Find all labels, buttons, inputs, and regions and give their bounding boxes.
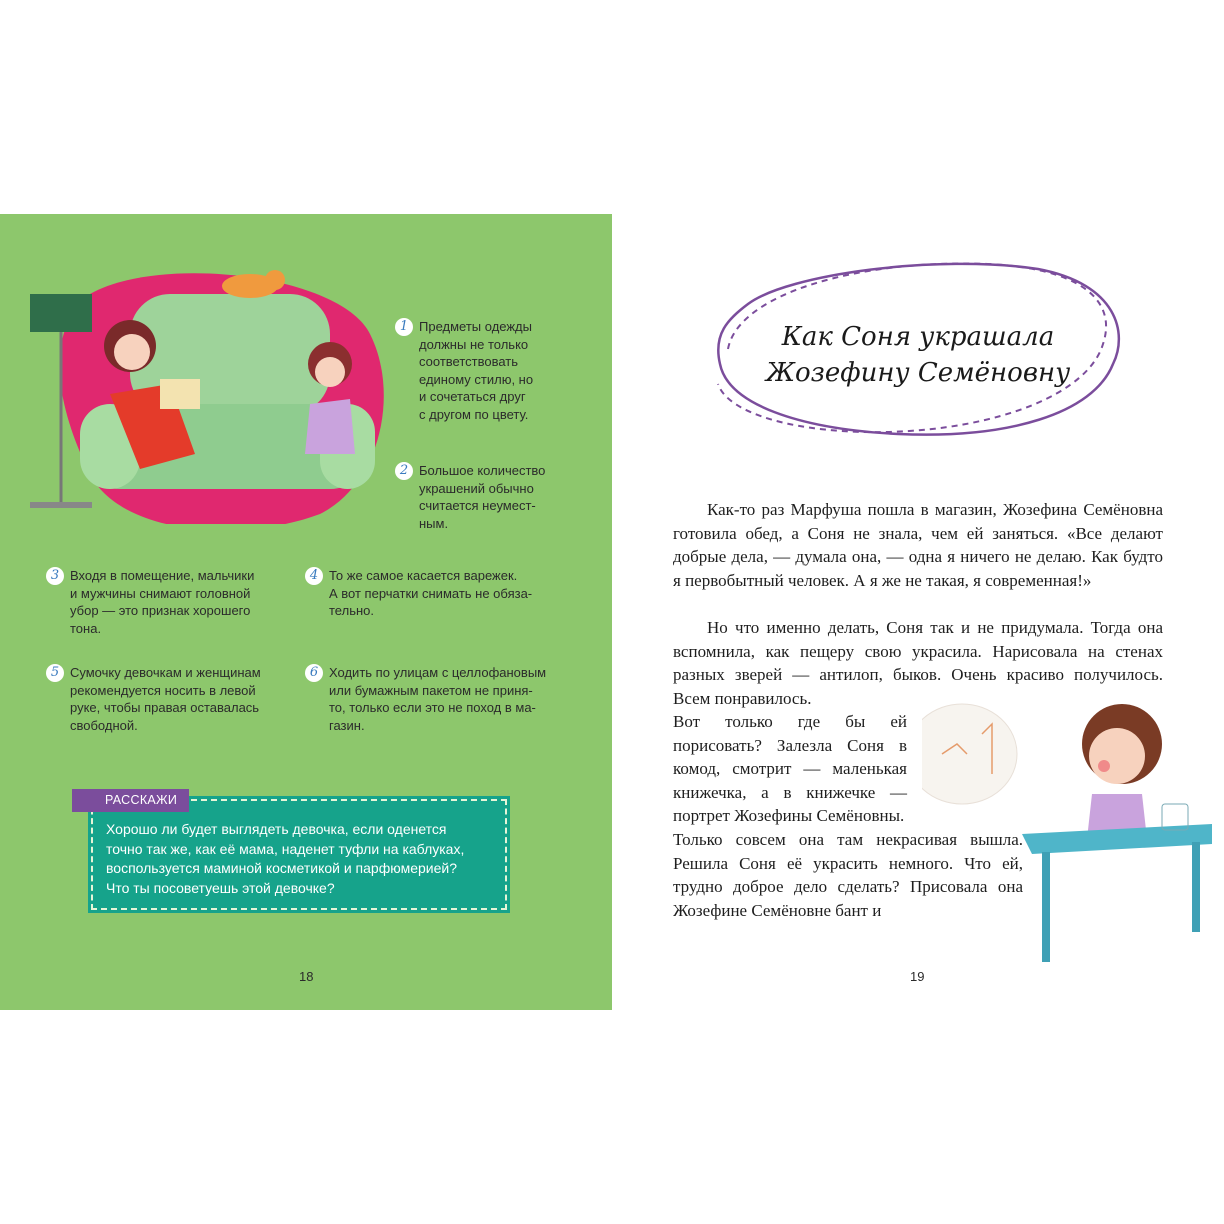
paragraph-3 [673,710,907,828]
tip-5 [50,664,290,734]
page-number-left: 18 [299,969,314,984]
girl-figure [1082,704,1162,839]
table [1022,824,1212,962]
tip-number-badge: 5 [46,664,64,682]
page-number-right: 19 [910,969,925,984]
tip-number-badge: 1 [395,318,413,336]
tip-text: Предметы одежды должны не только соответствовать единому стилю, но и сочетаться друг с другом по цвету. [419,319,534,422]
story-question-text: Хорошо ли будет выглядеть девочка, если оденется точно так же, как её мама, наденет туфли на каблуках, воспользуется маминой косметикой и парфюмерией? Что ты посоветуешь этой девочке? [106,821,465,896]
tip-text: Ходить по улицам с целлофановым или бумажным пакетом не приня- то, только если это не поход в ма- газин. [329,665,547,733]
girl-at-table-illustration [922,694,1212,984]
paragraph-1-text: Как-то раз Марфуша пошла в магазин, Жозефина Семёновна готовила обед, а Соня не знала, чем ей заняться. «Все делают добрые дела, — думала она, — одна я ничего не делаю. Как будто я первобытный человек. А я же не такая, я современная!» [673,500,1163,590]
tip-text: Большое количество украшений обычно считается неумест- ным. [419,463,546,531]
tip-number-badge: 4 [305,567,323,585]
chapter-title-frame [708,254,1128,444]
tip-text: То же самое касается варежек. А вот перчатки снимать не обяза- тельно. [329,568,533,618]
mother-daughter-sofa-illustration [20,254,400,524]
chapter-title: Как Соня украшала Жозефину Семёновну [765,322,1071,388]
tip-text: Сумочку девочкам и женщинам рекомендуется носить в левой руке, чтобы правая оставалась свободной. [70,665,261,733]
tip-4 [309,567,559,620]
tip-number-badge: 3 [46,567,64,585]
paragraph-3-text: Вот только где бы ей порисовать? Залезла Соня в комод, смотрит — маленькая книжечка, а в книжечке — портрет Жозефины Семёновны. [673,712,907,826]
paragraph-2-text: Но что именно делать, Соня так и не придумала. Тогда она вспомнила, как пещеру свою украсила. Нарисовала на стенах разных зверей — антилоп, быков. Очень красиво получилось. Всем понравилось. [673,618,1163,708]
left-page [0,214,612,1010]
tip-number-badge: 6 [305,664,323,682]
tip-6 [309,664,569,734]
tip-2 [399,462,569,532]
tip-text: Входя в помещение, мальчики и мужчины снимают головной убор — это признак хорошего тона. [70,568,255,636]
story-question-box [88,796,510,913]
tip-number-badge: 2 [395,462,413,480]
tip-3 [50,567,290,637]
tip-1 [399,318,569,423]
paragraph-1 [673,498,1163,592]
paragraph-4-text: Только совсем она там некрасивая вышла. Решила Соня её украсить немного. Что ей, трудно доброе дело сделать? Присовала она Жозефине Семёновне бант и [673,830,1023,920]
tell-badge: РАССКАЖИ [72,789,189,812]
right-page [612,214,1224,1010]
